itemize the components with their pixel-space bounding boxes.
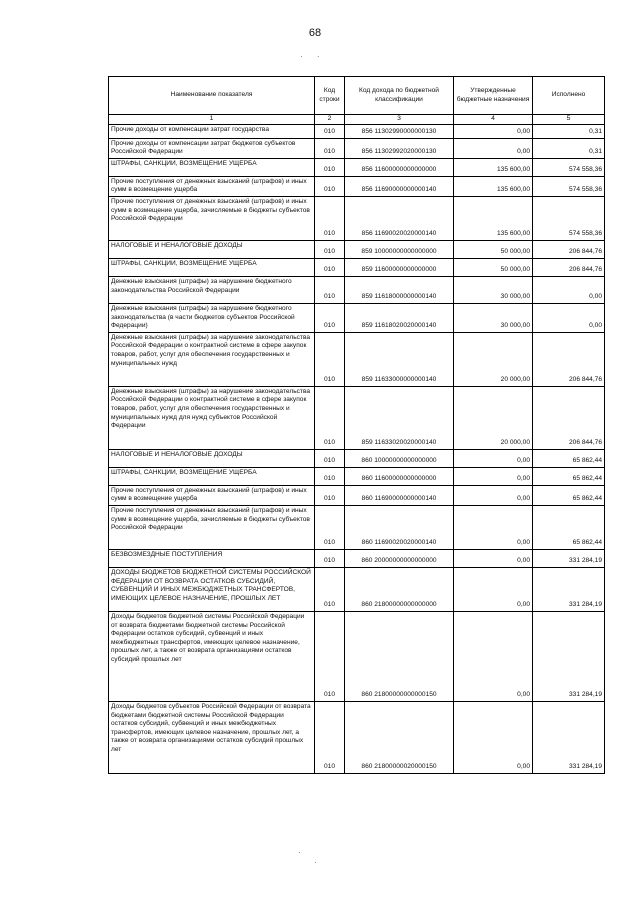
cell-approved: 0,00 (454, 701, 533, 773)
column-number: 4 (454, 115, 533, 125)
cell-name: Денежные взыскания (штрафы) за нарушение законодательства Российской Федерации о контрактной системе в сфере закупок товаров, работ, услуг для обеспечения государственных и муниципальных нужд (109, 332, 315, 386)
cell-name: Денежные взыскания (штрафы) за нарушение законодательства Российской Федерации о контрактной системе в сфере закупок товаров, работ, услуг для обеспечения государственных и муниципальных нужд для нужд субъектов Российской Федерации (109, 386, 315, 449)
scan-speckle: · (314, 858, 323, 867)
cell-name: Прочие поступления от денежных взысканий (штрафов) и иных сумм в возмещение ущерба (109, 485, 315, 505)
cell-code: 010 (315, 138, 345, 158)
cell-kbk: 856 11690020020000140 (345, 196, 454, 240)
table-row (109, 611, 605, 701)
column-header-kbk: Код дохода по бюджетной классификации (345, 77, 454, 115)
cell-kbk: 860 11690020020000140 (345, 505, 454, 549)
cell-executed: 0,31 (533, 138, 605, 158)
cell-name: ШТРАФЫ, САНКЦИИ, ВОЗМЕЩЕНИЕ УЩЕРБА (109, 158, 315, 176)
cell-code: 010 (315, 124, 345, 138)
column-number: 2 (315, 115, 345, 125)
cell-name: Доходы бюджетов субъектов Российской Федерации от возврата бюджетами бюджетной системы Российской Федерации остатков субсидий, субвенций и иных межбюджетных трансфертов, имеющих целевое назначение, прошлых лет, а также от возврата организациями остатков субсидий прошлых лет (109, 701, 315, 773)
cell-approved: 0,00 (454, 549, 533, 567)
cell-executed: 65 862,44 (533, 485, 605, 505)
cell-approved: 0,00 (454, 505, 533, 549)
table-row (109, 258, 605, 276)
cell-executed: 331 284,19 (533, 701, 605, 773)
table-row (109, 138, 605, 158)
table-row (109, 240, 605, 258)
cell-kbk: 859 11633000000000140 (345, 332, 454, 386)
cell-code: 010 (315, 303, 345, 332)
cell-kbk: 860 21800000000000000 (345, 567, 454, 611)
cell-kbk: 859 11600000000000000 (345, 258, 454, 276)
cell-kbk: 856 11302992020000130 (345, 138, 454, 158)
table-row (109, 124, 605, 138)
cell-approved: 135 600,00 (454, 176, 533, 196)
cell-approved: 0,00 (454, 567, 533, 611)
cell-kbk: 859 10000000000000000 (345, 240, 454, 258)
cell-code: 010 (315, 549, 345, 567)
budget-report-table (108, 76, 605, 774)
cell-executed: 574 558,36 (533, 158, 605, 176)
cell-code: 010 (315, 485, 345, 505)
column-number: 5 (533, 115, 605, 125)
cell-executed: 574 558,36 (533, 176, 605, 196)
cell-approved: 30 000,00 (454, 276, 533, 303)
cell-executed: 0,31 (533, 124, 605, 138)
cell-kbk: 856 11690000000000140 (345, 176, 454, 196)
cell-kbk: 860 10000000000000000 (345, 449, 454, 467)
column-header-executed: Исполнено (533, 77, 605, 115)
cell-code: 010 (315, 701, 345, 773)
column-header-name: Наименование показателя (109, 77, 315, 115)
page-number: 68 (308, 27, 322, 39)
column-header-code: Код строки (315, 77, 345, 115)
cell-executed: 0,00 (533, 303, 605, 332)
cell-approved: 0,00 (454, 485, 533, 505)
cell-approved: 135 600,00 (454, 196, 533, 240)
cell-approved: 0,00 (454, 467, 533, 485)
cell-code: 010 (315, 158, 345, 176)
cell-kbk: 859 11618020020000140 (345, 303, 454, 332)
cell-code: 010 (315, 196, 345, 240)
table-row (109, 505, 605, 549)
table-row (109, 567, 605, 611)
cell-name: ШТРАФЫ, САНКЦИИ, ВОЗМЕЩЕНИЕ УЩЕРБА (109, 258, 315, 276)
table-row (109, 449, 605, 467)
cell-kbk: 859 11618000000000140 (345, 276, 454, 303)
cell-approved: 50 000,00 (454, 240, 533, 258)
cell-code: 010 (315, 240, 345, 258)
cell-code: 010 (315, 386, 345, 449)
cell-executed: 65 862,44 (533, 467, 605, 485)
scan-speckle: · (298, 848, 307, 857)
cell-code: 010 (315, 176, 345, 196)
cell-approved: 135 600,00 (454, 158, 533, 176)
cell-executed: 206 844,76 (533, 258, 605, 276)
cell-name: Денежные взыскания (штрафы) за нарушение бюджетного законодательства Российской Федерации (109, 276, 315, 303)
cell-name: Прочие доходы от компенсации затрат государства (109, 124, 315, 138)
cell-kbk: 860 11690000000000140 (345, 485, 454, 505)
cell-executed: 65 862,44 (533, 449, 605, 467)
cell-kbk: 856 11302990000000130 (345, 124, 454, 138)
cell-approved: 0,00 (454, 124, 533, 138)
table-row (109, 276, 605, 303)
table-row (109, 549, 605, 567)
cell-name: НАЛОГОВЫЕ И НЕНАЛОГОВЫЕ ДОХОДЫ (109, 240, 315, 258)
cell-name: Прочие поступления от денежных взысканий (штрафов) и иных сумм в возмещение ущерба (109, 176, 315, 196)
cell-code: 010 (315, 567, 345, 611)
cell-executed: 331 284,19 (533, 567, 605, 611)
cell-name: Прочие поступления от денежных взысканий (штрафов) и иных сумм в возмещение ущерба, зачисляемые в бюджеты субъектов Российской Федерации (109, 196, 315, 240)
cell-kbk: 859 11633020020000140 (345, 386, 454, 449)
cell-name: Доходы бюджетов бюджетной системы Российской Федерации от возврата бюджетами бюджетной системы Российской Федерации остатков субсидий, субвенций и иных межбюджетных трансфертов, имеющих целевое назначение, прошлых лет, а также от возврата организациями остатков субсидий прошлых лет (109, 611, 315, 701)
column-number: 1 (109, 115, 315, 125)
cell-code: 010 (315, 505, 345, 549)
cell-approved: 0,00 (454, 449, 533, 467)
cell-kbk: 860 11600000000000000 (345, 467, 454, 485)
cell-code: 010 (315, 449, 345, 467)
table-row (109, 467, 605, 485)
cell-code: 010 (315, 332, 345, 386)
cell-name: ШТРАФЫ, САНКЦИИ, ВОЗМЕЩЕНИЕ УЩЕРБА (109, 467, 315, 485)
cell-executed: 206 844,76 (533, 386, 605, 449)
cell-executed: 574 558,36 (533, 196, 605, 240)
cell-executed: 331 284,19 (533, 611, 605, 701)
cell-executed: 65 862,44 (533, 505, 605, 549)
cell-name: ДОХОДЫ БЮДЖЕТОВ БЮДЖЕТНОЙ СИСТЕМЫ РОССИЙСКОЙ ФЕДЕРАЦИИ ОТ ВОЗВРАТА ОСТАТКОВ СУБСИДИЙ, СУБВЕНЦИЙ И ИНЫХ МЕЖБЮДЖЕТНЫХ ТРАНСФЕРТОВ, ИМЕЮЩИХ ЦЕЛЕВОЕ НАЗНАЧЕНИЕ, ПРОШЛЫХ ЛЕТ (109, 567, 315, 611)
column-number: 3 (345, 115, 454, 125)
table-row (109, 386, 605, 449)
cell-approved: 20 000,00 (454, 386, 533, 449)
cell-name: НАЛОГОВЫЕ И НЕНАЛОГОВЫЕ ДОХОДЫ (109, 449, 315, 467)
cell-code: 010 (315, 467, 345, 485)
table-row (109, 332, 605, 386)
cell-name: Прочие доходы от компенсации затрат бюджетов субъектов Российской Федерации (109, 138, 315, 158)
cell-code: 010 (315, 276, 345, 303)
table-row (109, 701, 605, 773)
cell-name: Прочие поступления от денежных взысканий (штрафов) и иных сумм в возмещение ущерба, зачисляемые в бюджеты субъектов Российской Федерации (109, 505, 315, 549)
cell-kbk: 860 21800000000000150 (345, 611, 454, 701)
table-row (109, 196, 605, 240)
cell-approved: 0,00 (454, 138, 533, 158)
cell-approved: 50 000,00 (454, 258, 533, 276)
cell-kbk: 860 21800000020000150 (345, 701, 454, 773)
cell-name: Денежные взыскания (штрафы) за нарушение бюджетного законодательства (в части бюджетов субъектов Российской Федерации) (109, 303, 315, 332)
table-row (109, 158, 605, 176)
cell-approved: 0,00 (454, 611, 533, 701)
cell-code: 010 (315, 258, 345, 276)
scan-speckle: · · (300, 52, 326, 61)
cell-executed: 206 844,76 (533, 240, 605, 258)
table-row (109, 485, 605, 505)
column-header-approved: Утвержденные бюджетные назначения (454, 77, 533, 115)
cell-code: 010 (315, 611, 345, 701)
table-row (109, 176, 605, 196)
cell-approved: 20 000,00 (454, 332, 533, 386)
cell-executed: 331 284,19 (533, 549, 605, 567)
cell-kbk: 856 11600000000000000 (345, 158, 454, 176)
cell-executed: 206 844,76 (533, 332, 605, 386)
table-row (109, 303, 605, 332)
cell-approved: 30 000,00 (454, 303, 533, 332)
cell-name: БЕЗВОЗМЕЗДНЫЕ ПОСТУПЛЕНИЯ (109, 549, 315, 567)
cell-executed: 0,00 (533, 276, 605, 303)
cell-kbk: 860 20000000000000000 (345, 549, 454, 567)
